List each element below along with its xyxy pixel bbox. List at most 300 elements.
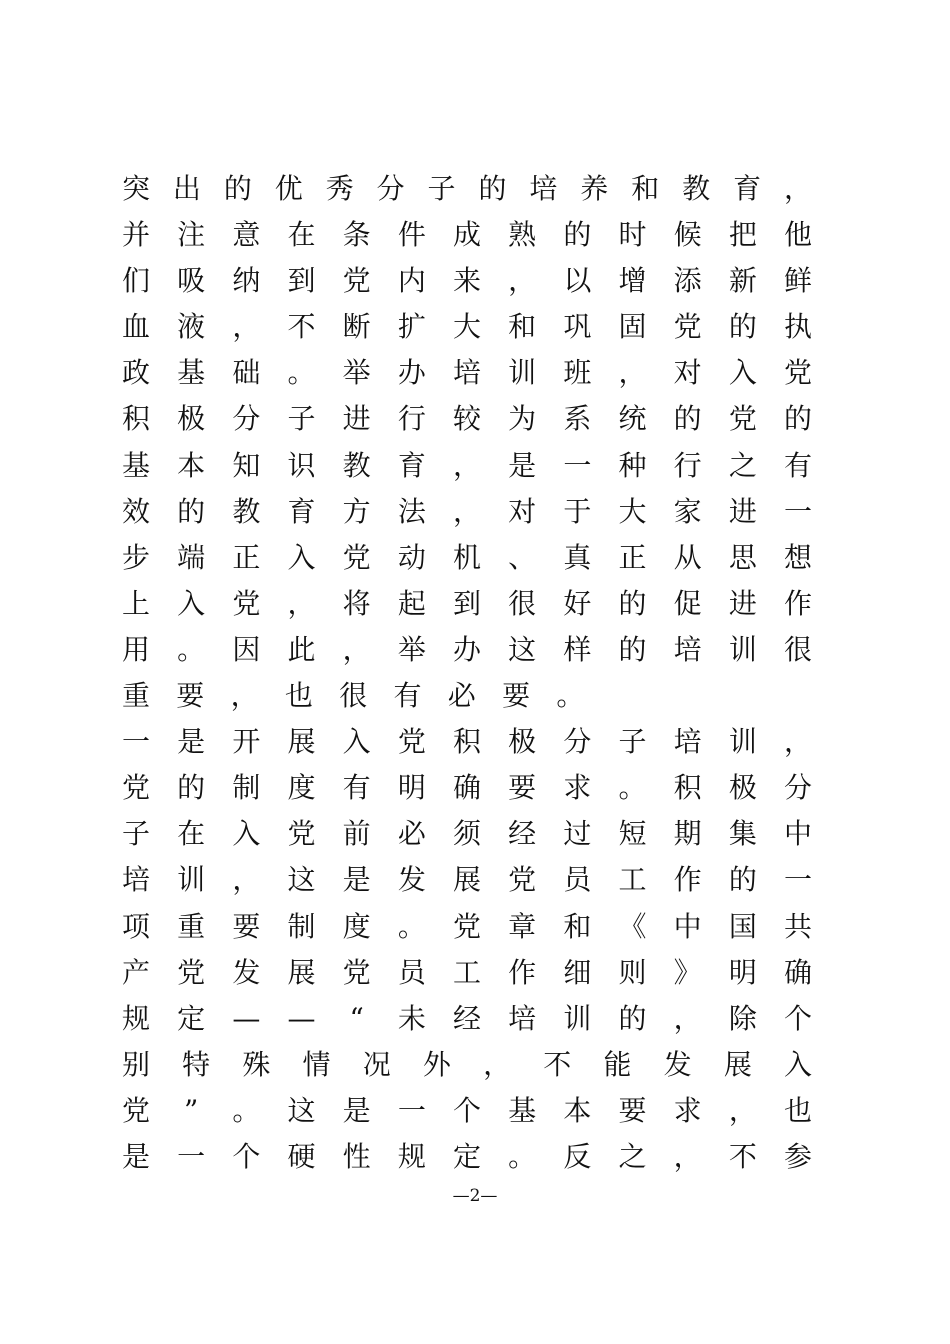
text-char: 统 [618, 402, 647, 436]
text-char: 党 [508, 863, 537, 897]
text-char: 共 [784, 909, 813, 943]
text-char: 这 [508, 632, 537, 666]
text-char: 纳 [232, 264, 261, 298]
text-char: 时 [618, 218, 647, 252]
text-char: — [232, 1001, 261, 1035]
text-char: 确 [784, 955, 813, 989]
text-char: 。 [232, 1093, 261, 1127]
text-char: 对 [508, 494, 537, 528]
text-char: 巩 [563, 310, 592, 344]
text-char: 来 [453, 264, 482, 298]
text-char: 的 [177, 494, 206, 528]
text-char: 真 [563, 540, 592, 574]
text-char: 培 [529, 172, 558, 205]
text-char: 党 [453, 909, 482, 943]
text-char: 个 [453, 1093, 482, 1127]
text-char: 的 [673, 402, 702, 436]
text-char: 员 [397, 955, 426, 989]
text-char: 积 [673, 771, 702, 805]
text-char: ， [230, 679, 259, 713]
text-char: 定 [177, 1001, 206, 1035]
text-char: 中 [784, 817, 813, 851]
text-char: 情 [302, 1047, 331, 1081]
text-char: 对 [673, 356, 702, 390]
text-char: 础 [232, 356, 261, 390]
text-char: 一 [177, 1139, 206, 1173]
text-char: 和 [508, 310, 537, 344]
text-char: 进 [728, 494, 757, 528]
text-char: 除 [728, 1001, 757, 1035]
text-char: 制 [232, 771, 261, 805]
text-char: 不 [287, 310, 316, 344]
text-char: 此 [287, 632, 316, 666]
text-char: 硬 [287, 1139, 316, 1173]
text-char: 优 [274, 172, 303, 205]
text-char: 养 [580, 172, 609, 205]
text-line [122, 581, 842, 627]
text-line [122, 904, 842, 950]
text-char: ， [784, 172, 813, 205]
text-char: 基 [508, 1093, 537, 1127]
text-char: 党 [122, 771, 151, 805]
text-char: 很 [784, 632, 813, 666]
text-char: 一 [122, 725, 151, 759]
text-char: 培 [673, 725, 702, 759]
text-char: 员 [563, 863, 592, 897]
text-char: 规 [122, 1001, 151, 1035]
text-char: 育 [397, 448, 426, 482]
text-char: 动 [397, 540, 426, 574]
text-char: 到 [453, 586, 482, 620]
text-char: 特 [182, 1047, 211, 1081]
text-char: 意 [232, 218, 261, 252]
text-char: 。 [397, 909, 426, 943]
text-line [122, 765, 842, 811]
text-char: 须 [453, 817, 482, 851]
text-char: 分 [232, 402, 261, 436]
text-char: 积 [122, 402, 151, 436]
text-char: 培 [453, 356, 482, 390]
text-char: 教 [342, 448, 371, 482]
text-char: 中 [673, 909, 702, 943]
text-char: 血 [122, 310, 151, 344]
text-char: 训 [563, 1001, 592, 1035]
text-char: 方 [342, 494, 371, 528]
text-char: 上 [122, 586, 151, 620]
text-char: 的 [223, 172, 252, 205]
text-char: 有 [784, 448, 813, 482]
text-char: 一 [397, 1093, 426, 1127]
text-char: 很 [339, 679, 368, 713]
text-char: 于 [563, 494, 592, 528]
text-char: — [287, 1001, 316, 1035]
text-line [122, 304, 842, 350]
text-char: 党 [232, 586, 261, 620]
text-char: 教 [682, 172, 711, 205]
text-char: 参 [784, 1139, 813, 1173]
text-char: 是 [342, 1093, 371, 1127]
text-line [122, 811, 842, 857]
text-char: 促 [673, 586, 702, 620]
text-char: 因 [232, 632, 261, 666]
text-char: 训 [508, 356, 537, 390]
text-char: 不 [728, 1139, 757, 1173]
text-char: 吸 [177, 264, 206, 298]
text-char: 添 [673, 264, 702, 298]
text-char: 经 [508, 817, 537, 851]
text-line [122, 443, 842, 489]
text-char: 规 [397, 1139, 426, 1173]
text-char: 培 [122, 863, 151, 897]
text-char: 突 [122, 172, 151, 205]
text-char: 效 [122, 494, 151, 528]
text-char: 党 [784, 356, 813, 390]
text-char: 明 [728, 955, 757, 989]
text-char: 的 [563, 218, 592, 252]
text-char: 子 [287, 402, 316, 436]
text-line [122, 258, 842, 304]
text-char: 法 [397, 494, 426, 528]
text-char: 短 [618, 817, 647, 851]
text-char: 是 [122, 1139, 151, 1173]
text-char: 步 [122, 540, 151, 574]
text-char: 过 [563, 817, 592, 851]
text-char: 积 [453, 725, 482, 759]
text-char: 一 [784, 494, 813, 528]
text-char: 之 [618, 1139, 647, 1173]
text-char: ， [784, 725, 813, 759]
text-char: 入 [784, 1047, 813, 1081]
text-char: 求 [563, 771, 592, 805]
text-char: 一 [784, 863, 813, 897]
text-char: 固 [618, 310, 647, 344]
text-char: 党 [342, 540, 371, 574]
text-char: 是 [342, 863, 371, 897]
text-char: 党 [397, 725, 426, 759]
body-text [122, 166, 842, 1180]
text-char: 训 [728, 632, 757, 666]
text-char: ， [618, 356, 647, 390]
text-char: 进 [342, 402, 371, 436]
text-char: 有 [342, 771, 371, 805]
text-char: 扩 [397, 310, 426, 344]
text-char: 党 [673, 310, 702, 344]
text-char: 的 [618, 586, 647, 620]
text-char: 举 [397, 632, 426, 666]
text-char: 育 [287, 494, 316, 528]
text-char: 不 [543, 1047, 572, 1081]
text-char: 想 [784, 540, 813, 574]
text-line [122, 166, 842, 212]
text-char: 秀 [325, 172, 354, 205]
text-char: 求 [673, 1093, 702, 1127]
text-char: ， [453, 448, 482, 482]
text-char: 把 [728, 218, 757, 252]
text-char: 发 [397, 863, 426, 897]
text-char: 件 [397, 218, 426, 252]
text-char: 未 [397, 1001, 426, 1035]
text-char: 在 [177, 817, 206, 851]
text-char: 、 [508, 540, 537, 574]
text-char: 子 [427, 172, 456, 205]
text-char: 分 [563, 725, 592, 759]
text-char: 种 [618, 448, 647, 482]
text-char: 这 [287, 863, 316, 897]
text-char: 出 [172, 172, 201, 205]
text-char: 识 [287, 448, 316, 482]
text-char: 作 [784, 586, 813, 620]
text-char: 办 [397, 356, 426, 390]
text-char: ， [232, 310, 261, 344]
text-char: ， [453, 494, 482, 528]
text-char: 这 [287, 1093, 316, 1127]
text-char: 办 [453, 632, 482, 666]
text-line [122, 673, 842, 719]
text-char: 本 [177, 448, 206, 482]
text-char: 很 [508, 586, 537, 620]
text-char: 液 [177, 310, 206, 344]
text-line [122, 1134, 842, 1180]
text-char: 反 [563, 1139, 592, 1173]
text-char: 政 [122, 356, 151, 390]
text-char: 正 [618, 540, 647, 574]
text-char: 以 [563, 264, 592, 298]
text-char: 断 [342, 310, 371, 344]
text-char: 的 [728, 310, 757, 344]
text-char: 章 [508, 909, 537, 943]
text-char: 之 [728, 448, 757, 482]
text-char: 集 [728, 817, 757, 851]
text-char: 明 [397, 771, 426, 805]
text-char: ， [287, 586, 316, 620]
text-char: 大 [453, 310, 482, 344]
text-char: 外 [422, 1047, 451, 1081]
text-char: 成 [453, 218, 482, 252]
text-char: 熟 [508, 218, 537, 252]
text-line [122, 857, 842, 903]
text-char: 家 [673, 494, 702, 528]
text-char: 条 [342, 218, 371, 252]
text-char: 班 [563, 356, 592, 390]
text-char: 极 [728, 771, 757, 805]
text-line [122, 535, 842, 581]
text-char: 基 [177, 356, 206, 390]
text-char: 前 [342, 817, 371, 851]
text-char: 为 [508, 402, 537, 436]
text-char: 分 [376, 172, 405, 205]
text-char: 思 [728, 540, 757, 574]
text-char: 他 [784, 218, 813, 252]
text-char: 鲜 [784, 264, 813, 298]
text-char: 入 [342, 725, 371, 759]
text-char: 注 [177, 218, 206, 252]
text-char: 基 [122, 448, 151, 482]
text-char: 的 [177, 771, 206, 805]
text-char: 要 [232, 909, 261, 943]
text-char: ， [673, 1001, 702, 1035]
text-char: 作 [673, 863, 702, 897]
text-char: 党 [342, 955, 371, 989]
text-char: 《 [618, 909, 647, 943]
text-line [122, 719, 842, 765]
text-char: 极 [508, 725, 537, 759]
text-line [122, 489, 842, 535]
text-char: 必 [447, 679, 476, 713]
text-char: ， [673, 1139, 702, 1173]
text-char: 经 [453, 1001, 482, 1035]
text-char: 别 [122, 1047, 151, 1081]
text-char: ， [342, 632, 371, 666]
text-char: 项 [122, 909, 151, 943]
text-char: 大 [618, 494, 647, 528]
text-char: 内 [397, 264, 426, 298]
text-char: 子 [122, 817, 151, 851]
text-char: ， [728, 1093, 757, 1127]
text-char: 。 [177, 632, 206, 666]
text-char: 教 [232, 494, 261, 528]
text-char: 制 [287, 909, 316, 943]
text-char: 要 [502, 679, 531, 713]
text-char: 行 [673, 448, 702, 482]
text-char: 性 [342, 1139, 371, 1173]
text-char: 。 [508, 1139, 537, 1173]
text-char: 确 [453, 771, 482, 805]
text-char: 展 [287, 725, 316, 759]
text-char: ” [183, 1093, 199, 1127]
text-char: 分 [784, 771, 813, 805]
text-char: 系 [563, 402, 592, 436]
text-char: 到 [287, 264, 316, 298]
text-char: 也 [284, 679, 313, 713]
text-char: 个 [232, 1139, 261, 1173]
text-char: 展 [723, 1047, 752, 1081]
text-char: 执 [784, 310, 813, 344]
text-char: 样 [563, 632, 592, 666]
text-char: 入 [287, 540, 316, 574]
text-char: 的 [478, 172, 507, 205]
text-char: 训 [728, 725, 757, 759]
text-char: 党 [728, 402, 757, 436]
text-char: 发 [663, 1047, 692, 1081]
text-char: 产 [122, 955, 151, 989]
text-line [122, 1042, 842, 1088]
text-char: 党 [177, 955, 206, 989]
text-char: 进 [728, 586, 757, 620]
text-line [122, 996, 842, 1042]
text-char: 入 [728, 356, 757, 390]
text-char: 育 [733, 172, 762, 205]
text-char: 度 [342, 909, 371, 943]
text-char: 党 [122, 1093, 151, 1127]
text-char: 。 [287, 356, 316, 390]
text-char: 增 [618, 264, 647, 298]
text-char: 新 [728, 264, 757, 298]
text-char: 好 [563, 586, 592, 620]
text-line [122, 950, 842, 996]
text-char: 本 [563, 1093, 592, 1127]
text-char: 度 [287, 771, 316, 805]
text-char: 从 [673, 540, 702, 574]
text-char: 培 [673, 632, 702, 666]
text-char: 殊 [242, 1047, 271, 1081]
text-char: 况 [362, 1047, 391, 1081]
text-char: 们 [122, 264, 151, 298]
text-char: 机 [453, 540, 482, 574]
text-char: 起 [397, 586, 426, 620]
text-line [122, 627, 842, 673]
text-char: ， [483, 1047, 512, 1081]
text-char: 将 [342, 586, 371, 620]
text-char: 展 [453, 863, 482, 897]
text-char: 的 [618, 632, 647, 666]
text-char: 党 [342, 264, 371, 298]
text-char: 能 [603, 1047, 632, 1081]
text-char: 也 [784, 1093, 813, 1127]
text-char: 举 [342, 356, 371, 390]
text-char: 候 [673, 218, 702, 252]
text-char: 工 [453, 955, 482, 989]
text-char: 要 [508, 771, 537, 805]
text-char: 展 [287, 955, 316, 989]
text-char: 和 [563, 909, 592, 943]
text-char: 国 [728, 909, 757, 943]
text-char: 是 [508, 448, 537, 482]
text-char: 重 [122, 679, 151, 713]
text-char: 入 [232, 817, 261, 851]
text-char: 一 [563, 448, 592, 482]
text-char: 极 [177, 402, 206, 436]
text-char: 。 [618, 771, 647, 805]
text-char: 工 [618, 863, 647, 897]
text-char: 重 [177, 909, 206, 943]
text-char: 并 [122, 218, 151, 252]
text-char: 子 [618, 725, 647, 759]
text-char: 端 [177, 540, 206, 574]
text-char: 定 [453, 1139, 482, 1173]
text-char: 期 [673, 817, 702, 851]
text-char: 有 [393, 679, 422, 713]
text-line [122, 396, 842, 442]
text-char: 用 [122, 632, 151, 666]
text-char: 行 [397, 402, 426, 436]
text-char: 培 [508, 1001, 537, 1035]
text-char: 细 [563, 955, 592, 989]
text-char: 则 [618, 955, 647, 989]
text-char: 在 [287, 218, 316, 252]
text-char: 是 [177, 725, 206, 759]
text-char: 作 [508, 955, 537, 989]
text-char: 开 [232, 725, 261, 759]
text-char: “ [349, 1001, 364, 1035]
text-char: 》 [673, 955, 702, 989]
text-char: 个 [784, 1001, 813, 1035]
text-line [122, 350, 842, 396]
text-char: 要 [618, 1093, 647, 1127]
text-char: 的 [618, 1001, 647, 1035]
text-char: 要 [176, 679, 205, 713]
text-char: ， [508, 264, 537, 298]
text-char: 知 [232, 448, 261, 482]
text-char: ， [232, 863, 261, 897]
text-char: 较 [453, 402, 482, 436]
text-line [122, 212, 842, 258]
page-number: —2— [452, 1186, 498, 1206]
text-line [122, 1088, 842, 1134]
text-char: 。 [556, 679, 585, 713]
text-char: 发 [232, 955, 261, 989]
text-char: 训 [177, 863, 206, 897]
text-char: 的 [728, 863, 757, 897]
